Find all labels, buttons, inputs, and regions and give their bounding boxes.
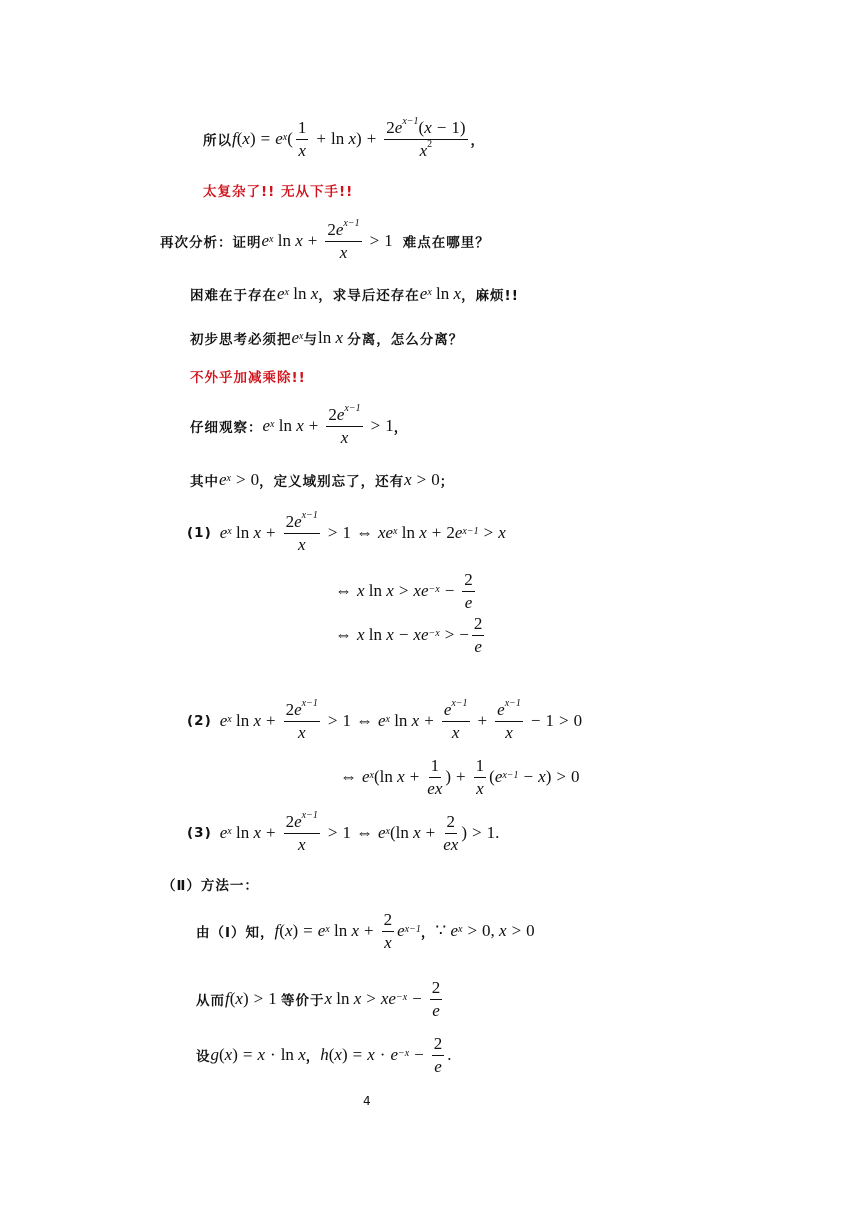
text-part: 由（Ⅰ）知， bbox=[196, 925, 275, 942]
text-part: ， bbox=[305, 1049, 321, 1066]
label-2: (2) bbox=[187, 713, 212, 730]
red-comment-arith bbox=[190, 366, 306, 386]
math-expr: e $^x$ ln x + $\frac{2e^{x-1}}{x}$ > 1 bbox=[262, 403, 394, 447]
section-heading bbox=[162, 874, 259, 894]
math-expr: g ( x ) = x · ln x bbox=[210, 1045, 306, 1065]
math-expr: f ( x ) = e $^x$ ( $\frac{1}{x}$ + ln x ) + $\frac{2e^{x-1}(x - 1)}{x^2}$ bbox=[232, 116, 466, 160]
case-1-line-2 bbox=[330, 570, 478, 612]
math-expr: e $^x$ ln x + $\frac{2e^{x-1}}{x}$ > 1 ⇔ e $^x$ ln x + $\frac{e^{x-1}}{x}$ + $\frac{e^{x-1}}{x}$ − 1 > 0 bbox=[219, 698, 583, 742]
difficulty-line bbox=[190, 284, 519, 304]
equation-f-derivative bbox=[203, 118, 485, 160]
text-part: 困难在于存在 bbox=[190, 288, 277, 304]
text-part: 与 bbox=[303, 332, 318, 348]
domain-line bbox=[190, 470, 454, 490]
math-expr: ⇔ e $^x$ (ln x + $\frac{1}{ex}$ ) + $\frac{1}{x}$ ( e $^{x-1}$ − x ) > 0 bbox=[340, 756, 580, 798]
text-part: ，麻烦!! bbox=[461, 288, 519, 304]
math-expr: ⇔ x ln x − xe $^{-x}$ > − $\frac{2}{e}$ bbox=[335, 614, 483, 656]
math-expr: e $^x$ ln x bbox=[419, 284, 462, 303]
text-part: ，求导后还存在 bbox=[318, 288, 420, 304]
label-3: (3) bbox=[187, 825, 212, 842]
math-expr: e $^x$ ln x bbox=[277, 284, 319, 303]
text-part: 设 bbox=[196, 1049, 211, 1066]
case-3-line bbox=[187, 812, 499, 854]
text-part: 分离，怎么分离？ bbox=[347, 332, 464, 348]
text-part: 其中 bbox=[190, 474, 219, 490]
text-part: ， bbox=[393, 420, 409, 437]
text-part: ， bbox=[420, 925, 436, 942]
math-expr: e $^x$ > 0 bbox=[219, 470, 260, 489]
text-comma: ， bbox=[470, 133, 485, 150]
red-comment-complex bbox=[203, 180, 353, 200]
text-part: 仔细观察： bbox=[190, 420, 263, 437]
known-from-part-1 bbox=[196, 910, 535, 952]
text-part: 从而 bbox=[196, 993, 225, 1010]
text-analysis-prefix: 再次分析：证明 bbox=[160, 235, 262, 252]
observe-line bbox=[190, 405, 408, 447]
text-part: 初步思考必须把 bbox=[190, 332, 292, 348]
text-part: ； bbox=[439, 474, 455, 490]
text-arith: 不外乎加减乘除!! bbox=[190, 370, 306, 386]
math-expr: ln x bbox=[318, 328, 348, 347]
math-expr: f ( x ) > 1 bbox=[225, 989, 277, 1009]
math-expr: x ln x > xe $^{-x}$ − $\frac{2}{e}$ bbox=[324, 978, 441, 1020]
case-2-line-1 bbox=[187, 700, 582, 742]
text-too-complex: 太复杂了!! 无从下手!! bbox=[203, 184, 354, 200]
text-where-difficulty: 难点在哪里？ bbox=[402, 235, 490, 252]
math-expr: e $^x$ ln x + $\frac{2e^{x-1}}{x}$ > 1 ⇔ e $^x$ (ln x + $\frac{2}{ex}$ ) > 1. bbox=[219, 810, 500, 854]
page-number: 4 bbox=[363, 1094, 371, 1108]
text-method-one: （Ⅱ）方法一： bbox=[162, 878, 259, 894]
math-expr: ∵ e $^x$ > 0, x > 0 bbox=[435, 921, 535, 941]
math-expr: e $^x$ ln x + $\frac{2e^{x-1}}{x}$ > 1 ⇔ xe $^x$ ln x + 2 e $^{x-1}$ > x bbox=[219, 510, 506, 554]
case-2-line-2 bbox=[335, 756, 579, 798]
text-part: 等价于 bbox=[280, 993, 325, 1010]
case-1-line-3 bbox=[330, 614, 487, 656]
text-suoyi: 所以 bbox=[203, 133, 232, 150]
text-part: ，定义域别忘了，还有 bbox=[259, 474, 405, 490]
math-expr: f ( x ) = e $^x$ ln x + $\frac{2}{x}$ e $^{x-1}$ bbox=[274, 910, 421, 952]
analysis-line bbox=[160, 220, 490, 262]
equivalent-line bbox=[196, 978, 445, 1020]
define-g-h-line bbox=[196, 1034, 452, 1076]
separation-line bbox=[190, 328, 463, 348]
math-expr: e $^x$ ln x + $\frac{2e^{x-1}}{x}$ > 1 bbox=[261, 218, 393, 262]
math-expr: x > 0 bbox=[404, 470, 440, 489]
label-1: (1) bbox=[187, 525, 212, 542]
math-expr: ⇔ x ln x > xe $^{-x}$ − $\frac{2}{e}$ bbox=[335, 570, 473, 612]
case-1-line-1 bbox=[187, 512, 506, 554]
math-expr: e $^x$ bbox=[291, 328, 304, 347]
math-expr: h ( x ) = x · e $^{-x}$ − $\frac{2}{e}$ . bbox=[320, 1034, 452, 1076]
